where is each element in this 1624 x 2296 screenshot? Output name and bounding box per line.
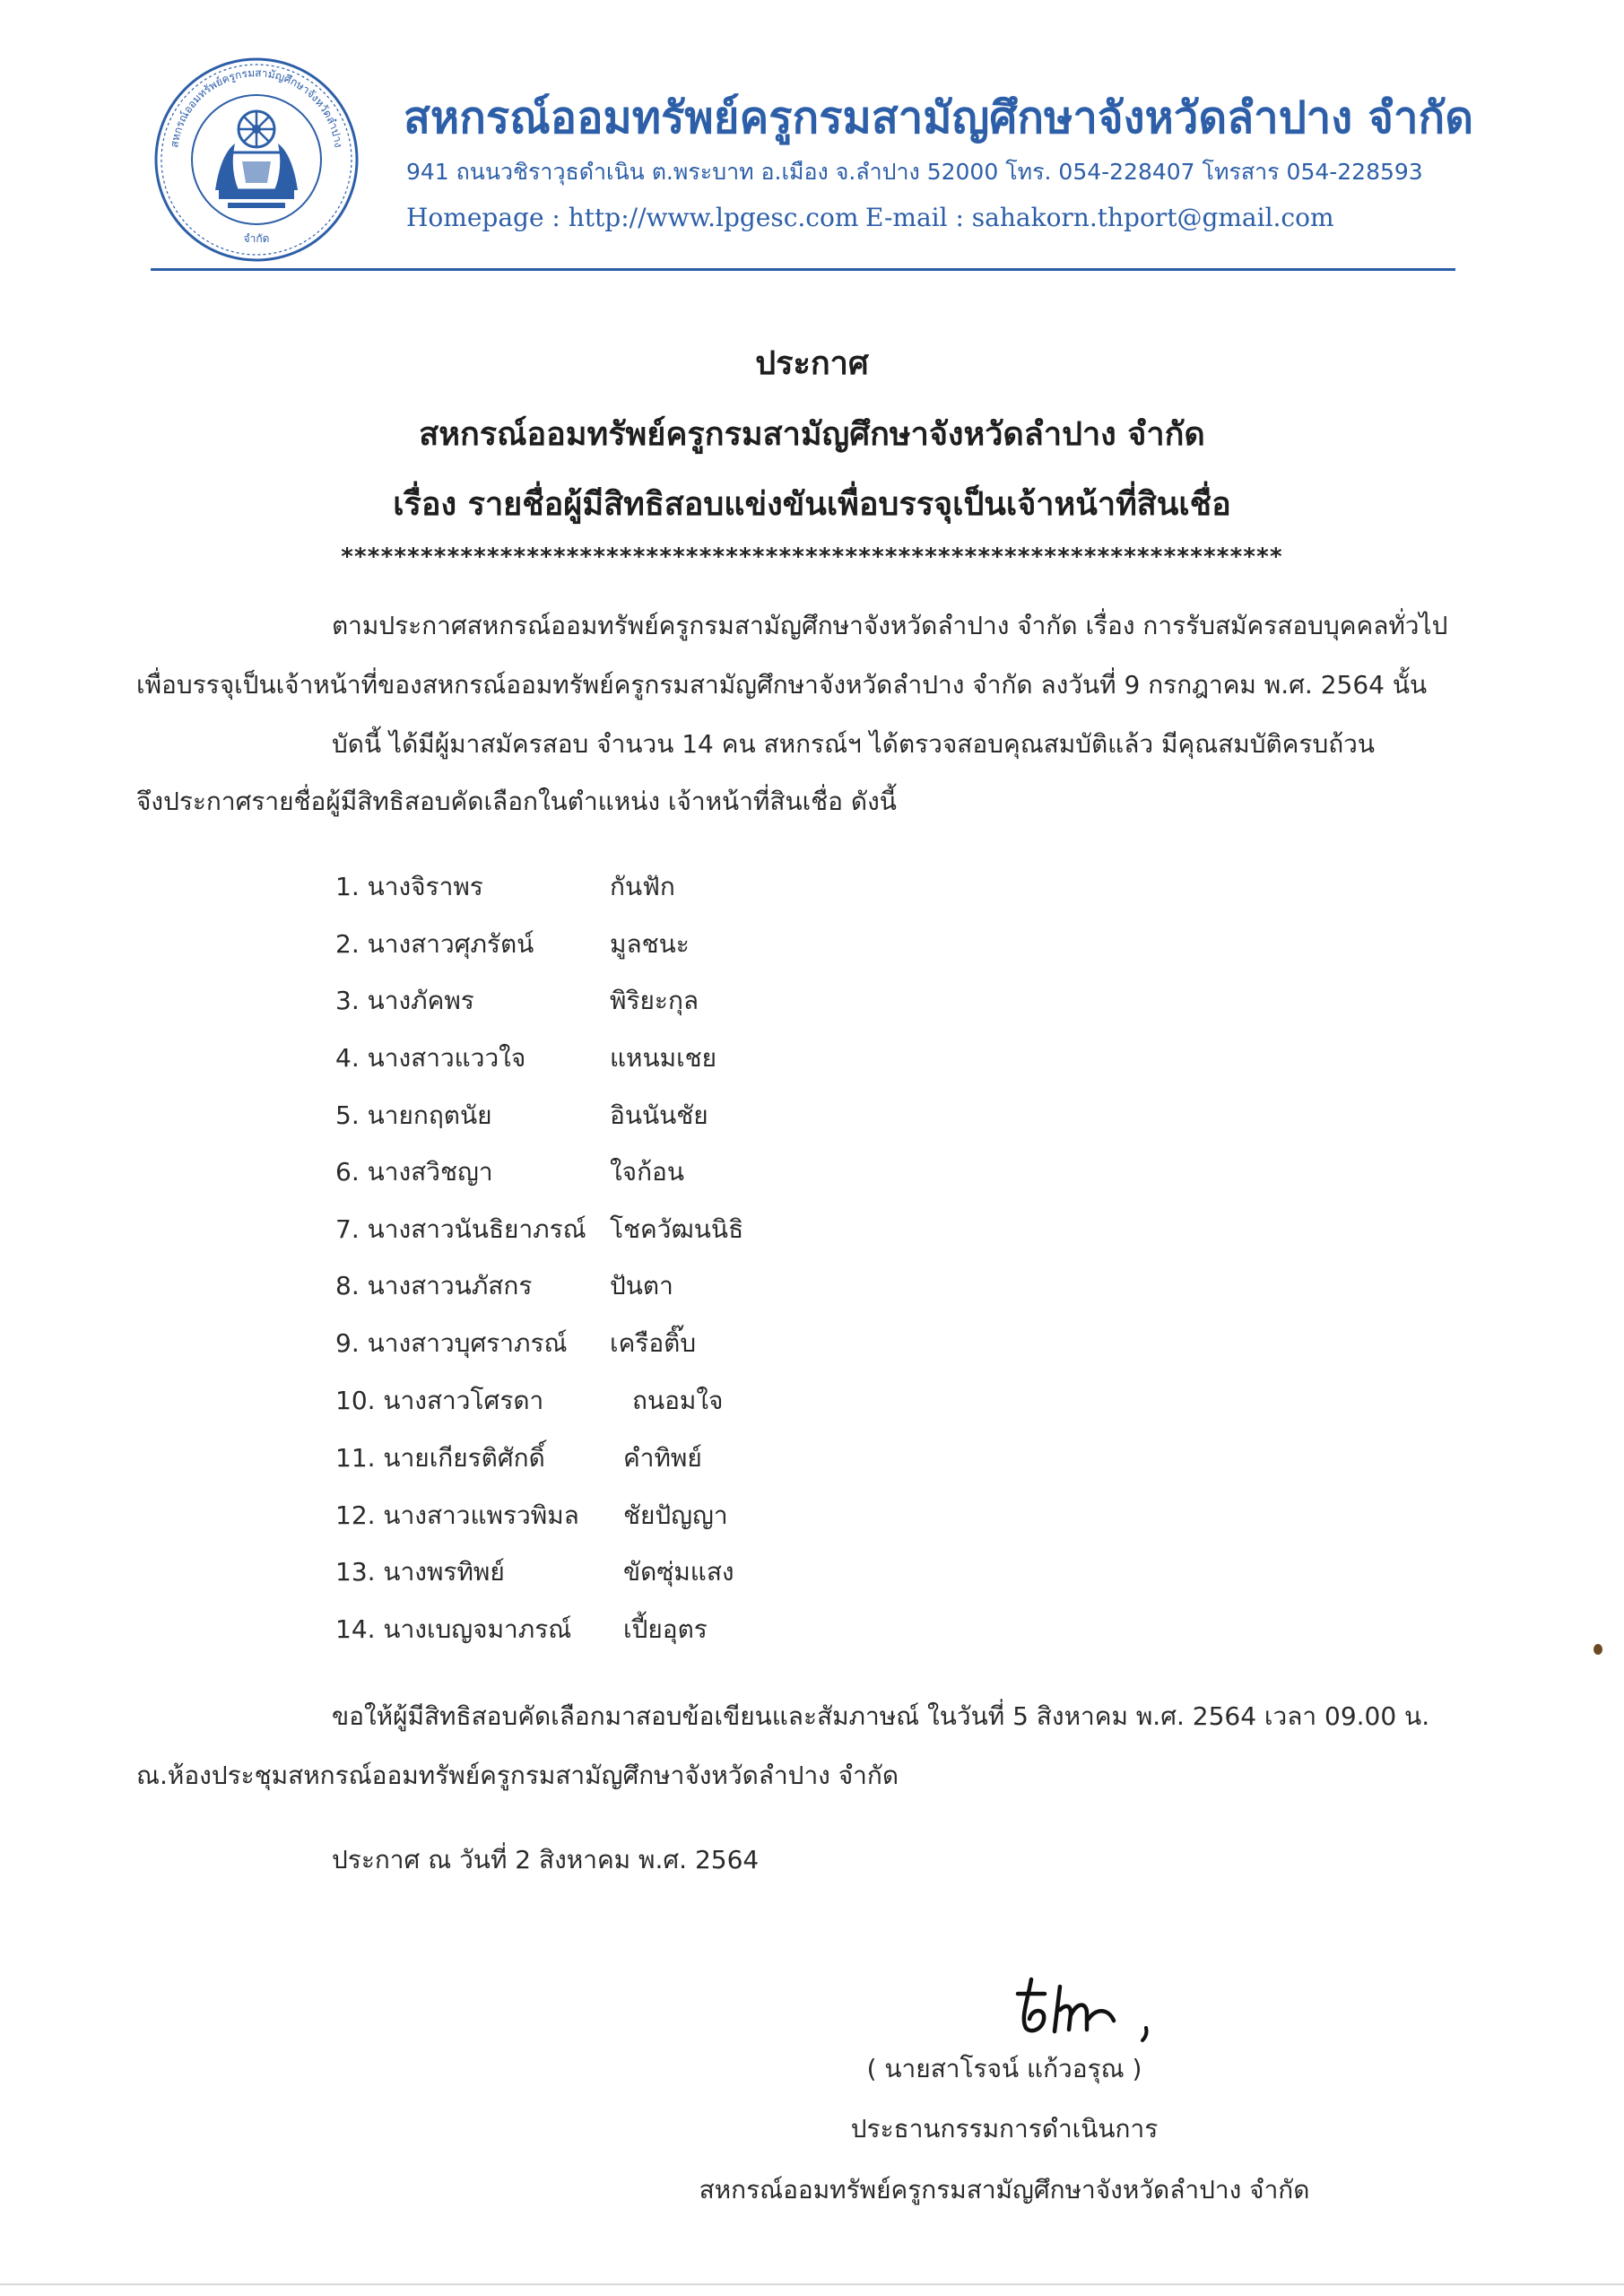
candidate-first-name: 10. นางสาวโศรดา	[335, 1386, 544, 1415]
signatory-organization: สหกรณ์ออมทรัพย์ครูกรมสามัญศึกษาจังหวัดลำปาง จำกัด	[699, 2175, 1310, 2205]
candidate-first-name: 8. นางสาวนภัสกร	[335, 1271, 533, 1300]
candidate-last-name: อินนันชัย	[610, 1100, 708, 1130]
candidate-last-name: ถนอมใจ	[632, 1386, 724, 1415]
cooperative-seal-logo	[152, 56, 360, 264]
paragraph-2-line-2: จึงประกาศรายชื่อผู้มีสิทธิสอบคัดเลือกในตำแหน่ง เจ้าหน้าที่สินเชื่อ ดังนี้	[136, 787, 897, 816]
asterisk-separator: ***********************************************************************	[341, 544, 1283, 570]
paragraph-1-line-2: เพื่อบรรจุเป็นเจ้าหน้าที่ของสหกรณ์ออมทรัพย์ครูกรมสามัญศึกษาจังหวัดลำปาง จำกัด ลงวันที่ 9 กรกฎาคม พ.ศ. 2564 นั้น	[136, 670, 1428, 700]
candidate-last-name: แหนมเชย	[610, 1043, 717, 1073]
candidate-last-name: คำทิพย์	[623, 1443, 702, 1473]
signatory-position: ประธานกรรมการดำเนินการ	[850, 2114, 1159, 2144]
candidate-last-name: ขัดซุ่มแสง	[623, 1557, 734, 1587]
candidate-last-name: ปันตา	[610, 1271, 673, 1300]
email-link[interactable]: E-mail : sahakorn.thport@gmail.com	[865, 203, 1334, 232]
seal-text-top: สหกรณ์ออมทรัพย์ครูกรมสามัญศึกษาจังหวัดลำปาง	[168, 66, 345, 149]
candidate-last-name: ใจก้อน	[610, 1157, 684, 1187]
announcement-subject: เรื่อง รายชื่อผู้มีสิทธิสอบแข่งขันเพื่อบรรจุเป็นเจ้าหน้าที่สินเชื่อ	[393, 486, 1231, 523]
handwritten-signature	[1004, 1969, 1175, 2049]
signatory-name: ( นายสาโรจน์ แก้วอรุณ )	[866, 2054, 1142, 2083]
candidate-first-name: 11. นายเกียรติศักดิ์	[335, 1443, 545, 1473]
candidate-last-name: พิริยะกุล	[610, 986, 699, 1015]
candidate-first-name: 1. นางจิราพร	[335, 872, 483, 901]
candidate-first-name: 13. นางพรทิพย์	[335, 1557, 505, 1587]
candidate-last-name: มูลชนะ	[610, 929, 690, 959]
announcement-organization: สหกรณ์ออมทรัพย์ครูกรมสามัญศึกษาจังหวัดลำปาง จำกัด	[419, 416, 1205, 453]
paper-speck	[1594, 1644, 1602, 1655]
candidate-last-name: เปี้ยอุตร	[623, 1614, 708, 1644]
paragraph-1-line-1: ตามประกาศสหกรณ์ออมทรัพย์ครูกรมสามัญศึกษาจังหวัดลำปาง จำกัด เรื่อง การรับสมัครสอบบุคคลทั่วไป	[332, 611, 1448, 640]
announcement-heading: ประกาศ	[755, 345, 869, 382]
seal-text-bottom: จำกัด	[243, 232, 270, 245]
candidate-last-name: โชควัฒนนิธิ	[610, 1214, 744, 1244]
organization-name: สหกรณ์ออมทรัพย์ครูกรมสามัญศึกษาจังหวัดลำปาง จำกัด	[404, 92, 1474, 144]
candidate-last-name: เครือติ๊บ	[610, 1328, 697, 1358]
candidate-first-name: 9. นางสาวบุศราภรณ์	[335, 1328, 568, 1358]
candidate-first-name: 14. นางเบญจมาภรณ์	[335, 1614, 572, 1644]
candidate-first-name: 4. นางสาวแววใจ	[335, 1043, 526, 1073]
paragraph-2-line-1: บัดนี้ ได้มีผู้มาสมัครสอบ จำนวน 14 คน สหกรณ์ฯ ได้ตรวจสอบคุณสมบัติแล้ว มีคุณสมบัติครบถ้วน	[332, 729, 1376, 759]
organization-address: 941 ถนนวชิราวุธดำเนิน ต.พระบาท อ.เมือง จ.ลำปาง 52000 โทร. 054-228407 โทรสาร 054-228593	[406, 159, 1423, 185]
candidate-last-name: ชัยปัญญา	[623, 1500, 728, 1530]
candidate-first-name: 3. นางภัคพร	[335, 986, 474, 1015]
letterhead-divider	[151, 268, 1455, 271]
candidate-first-name: 5. นายกฤตนัย	[335, 1100, 492, 1130]
candidate-first-name: 6. นางสวิชญา	[335, 1157, 493, 1187]
candidate-last-name: กันฟัก	[610, 872, 675, 901]
exam-details-line-1: ขอให้ผู้มีสิทธิสอบคัดเลือกมาสอบข้อเขียนและสัมภาษณ์ ในวันที่ 5 สิงหาคม พ.ศ. 2564 เวลา 09.00 น.	[332, 1701, 1430, 1731]
homepage-link[interactable]: Homepage : http://www.lpgesc.com	[406, 203, 859, 232]
announcement-date: ประกาศ ณ วันที่ 2 สิงหาคม พ.ศ. 2564	[332, 1845, 760, 1874]
candidate-first-name: 2. นางสาวศุภรัตน์	[335, 929, 534, 959]
candidate-first-name: 7. นางสาวนันธิยาภรณ์	[335, 1214, 586, 1244]
exam-details-line-2: ณ.ห้องประชุมสหกรณ์ออมทรัพย์ครูกรมสามัญศึกษาจังหวัดลำปาง จำกัด	[136, 1761, 899, 1790]
candidate-first-name: 12. นางสาวแพรวพิมล	[335, 1500, 579, 1530]
page-bottom-edge	[0, 2283, 1624, 2285]
